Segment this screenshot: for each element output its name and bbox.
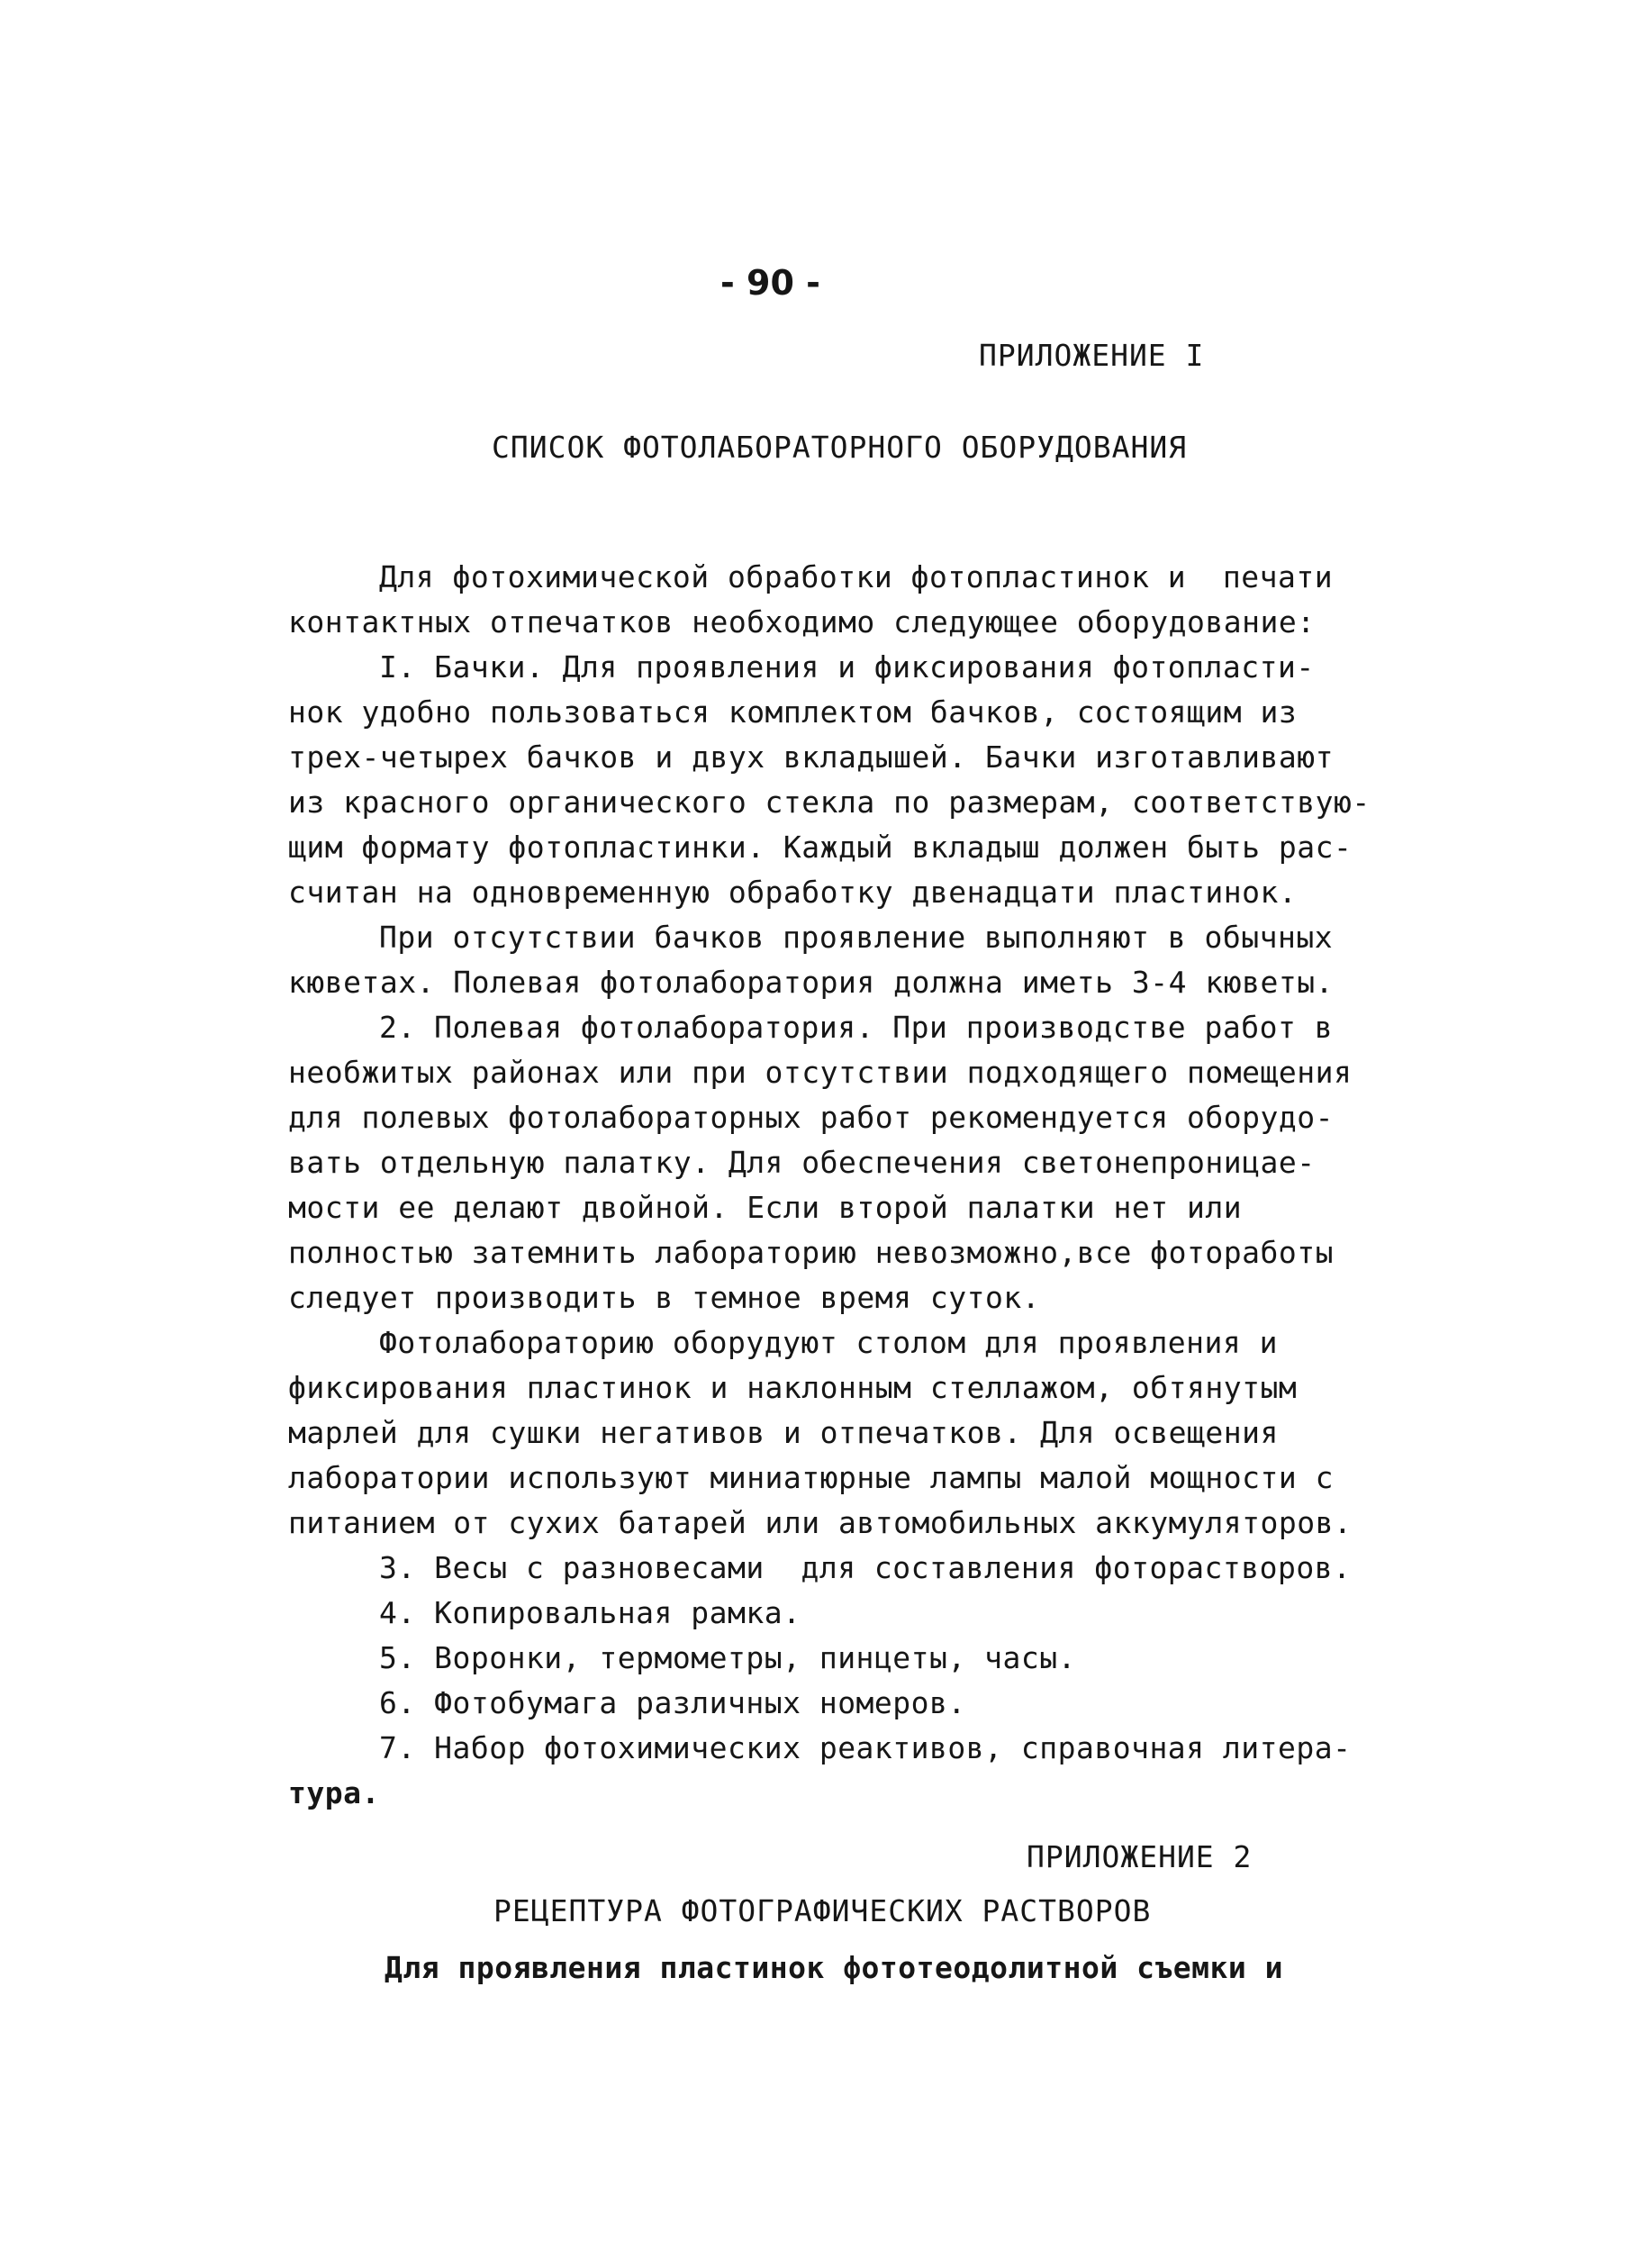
body-line: мости ее делают двойной. Если второй палатки нет или [288, 1190, 1243, 1225]
appendix-2-first-line: Для проявления пластинок фототеодолитной съемки и [385, 1950, 1284, 1985]
body-line: питанием от сухих батарей или автомобильных аккумуляторов. [288, 1505, 1353, 1540]
body-line: 2. Полевая фотолаборатория. При производстве работ в [379, 1010, 1334, 1045]
body-line: 5. Воронки, термометры, пинцеты, часы. [379, 1640, 1076, 1675]
body-line: контактных отпечатков необходимо следующее оборудование: [288, 604, 1316, 640]
body-line: 3. Весы с разновесами для составления фоторастворов. [379, 1550, 1352, 1585]
body-line: из красного органического стекла по размерам, соответствую- [288, 785, 1371, 820]
body-line: марлей для сушки негативов и отпечатков. Для освещения [288, 1415, 1279, 1450]
appendix-1-title: СПИСОК ФОТОЛАБОРАТОРНОГО ОБОРУДОВАНИЯ [492, 430, 1188, 465]
body-line: считан на одновременную обработку двенадцати пластинок. [288, 875, 1298, 910]
body-line: щим формату фотопластинки. Каждый вкладыш должен быть рас- [288, 830, 1353, 865]
body-line: фиксирования пластинок и наклонным стеллажом, обтянутым [288, 1370, 1298, 1405]
body-line: необжитых районах или при отсутствии подходящего помещения [288, 1055, 1353, 1090]
body-line: вать отдельную палатку. Для обеспечения светонепроницае- [288, 1145, 1316, 1180]
page-number: - 90 - [720, 263, 820, 303]
body-line: кюветах. Полевая фотолаборатория должна иметь 3-4 кюветы. [288, 965, 1334, 1000]
body-line: следует производить в темное время суток. [288, 1280, 1041, 1315]
appendix-2-title: РЕЦЕПТУРА ФОТОГРАФИЧЕСКИХ РАСТВОРОВ [493, 1893, 1152, 1928]
body-line: тура. [288, 1775, 380, 1810]
body-line: нок удобно пользоваться комплектом бачков, состоящим из [288, 694, 1298, 730]
appendix-2-label: ПРИЛОЖЕНИЕ 2 [1027, 1839, 1253, 1874]
body-line: 7. Набор фотохимических реактивов, справочная литера- [379, 1730, 1352, 1765]
body-line: I. Бачки. Для проявления и фиксирования фотопласти- [379, 649, 1315, 685]
body-line: для полевых фотолабораторных работ рекомендуется оборудо- [288, 1100, 1334, 1135]
body-line: полностью затемнить лабораторию невозможно,все фоторабо​ты [288, 1235, 1334, 1270]
body-line: лаборатории используют миниатюрные лампы малой мощности с [288, 1460, 1334, 1495]
body-line: 4. Копировальная рамка. [379, 1595, 801, 1630]
body-line: 6. Фотобумага различных номеров. [379, 1685, 966, 1720]
body-line: При отсутствии бачков проявление выполняют в обычных [379, 920, 1334, 955]
appendix-1-label: ПРИЛОЖЕНИЕ I [979, 338, 1205, 373]
body-line: Фотолабораторию оборудуют столом для проявления и [379, 1325, 1279, 1360]
body-line: Для фотохимической обработки фотопластинок и печати [379, 559, 1334, 594]
body-line: трех-четырех бачков и двух вкладышей. Бачки изготавливают [288, 739, 1334, 775]
